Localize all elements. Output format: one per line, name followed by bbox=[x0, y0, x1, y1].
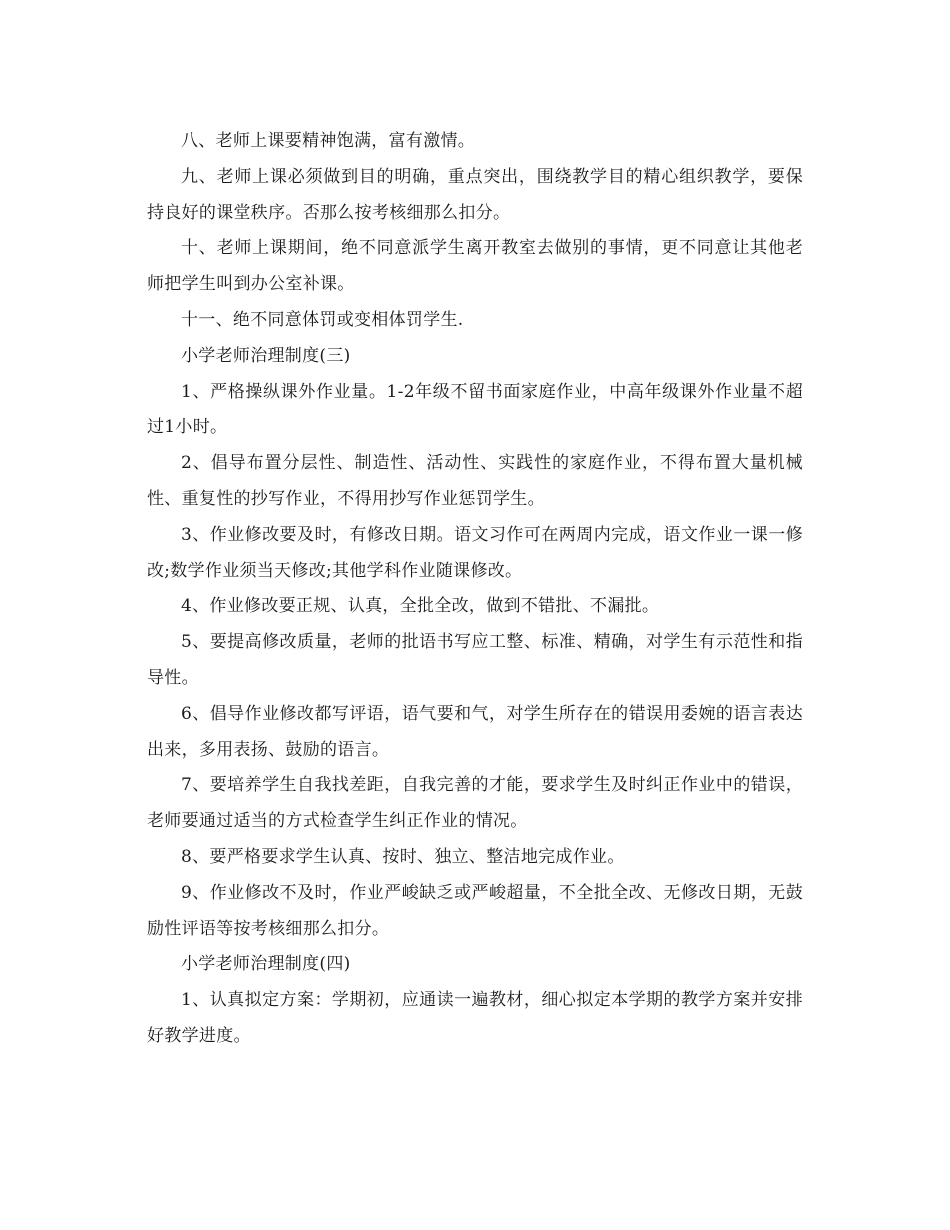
section-heading-3: 小学老师治理制度(三) bbox=[181, 345, 351, 366]
paragraph-item-10: 十、老师上课期间，绝不同意派学生离开教室去做别的事情，更不同意让其他老师把学生叫到办公室补课。 bbox=[147, 238, 803, 295]
paragraph-rule-3-6: 6、倡导作业修改都写评语，语气要和气，对学生所存在的错误用委婉的语言表达出来，多用表扬、鼓励的语言。 bbox=[147, 703, 803, 760]
paragraph-rule-3-8: 8、要严格要求学生认真、按时、独立、整洁地完成作业。 bbox=[181, 846, 625, 867]
document-body bbox=[147, 124, 803, 1055]
paragraph-rule-3-5: 5、要提高修改质量，老师的批语书写应工整、标准、精确，对学生有示范性和指导性。 bbox=[147, 632, 803, 688]
paragraph-rule-3-4: 4、作业修改要正规、认真，全批全改，做到不错批、不漏批。 bbox=[181, 596, 660, 617]
paragraph-rule-3-7: 7、要培养学生自我找差距，自我完善的才能，要求学生及时纠正作业中的错误，老师要通过适当的方式检查学生纠正作业的情况。 bbox=[147, 775, 803, 832]
paragraph-rule-3-3: 3、作业修改要及时，有修改日期。语文习作可在两周内完成，语文作业一课一修改;数学作业须当天修改;其他学科作业随课修改。 bbox=[147, 524, 803, 581]
paragraph-item-8: 八、老师上课要精神饱满，富有激情。 bbox=[181, 131, 476, 151]
paragraph-item-11: 十一、绝不同意体罚或变相体罚学生. bbox=[181, 309, 464, 330]
paragraph-item-9: 九、老师上课必须做到目的明确，重点突出，围绕教学目的精心组织教学，要保持良好的课堂秩序。否那么按考核细那么扣分。 bbox=[147, 166, 803, 223]
paragraph-rule-3-9: 9、作业修改不及时，作业严峻缺乏或严峻超量，不全批全改、无修改日期，无鼓励性评语等按考核细那么扣分。 bbox=[147, 882, 803, 939]
section-heading-4: 小学老师治理制度(四) bbox=[181, 954, 351, 975]
paragraph-rule-3-2: 2、倡导布置分层性、制造性、活动性、实践性的家庭作业，不得布置大量机械性、重复性的抄写作业，不得用抄写作业惩罚学生。 bbox=[147, 453, 803, 509]
paragraph-rule-4-1: 1、认真拟定方案：学期初，应通读一遍教材，细心拟定本学期的教学方案并安排好教学进度。 bbox=[147, 990, 803, 1046]
paragraph-rule-3-1: 1、严格操纵课外作业量。1-2年级不留书面家庭作业，中高年级课外作业量不超过1小时。 bbox=[147, 381, 803, 438]
